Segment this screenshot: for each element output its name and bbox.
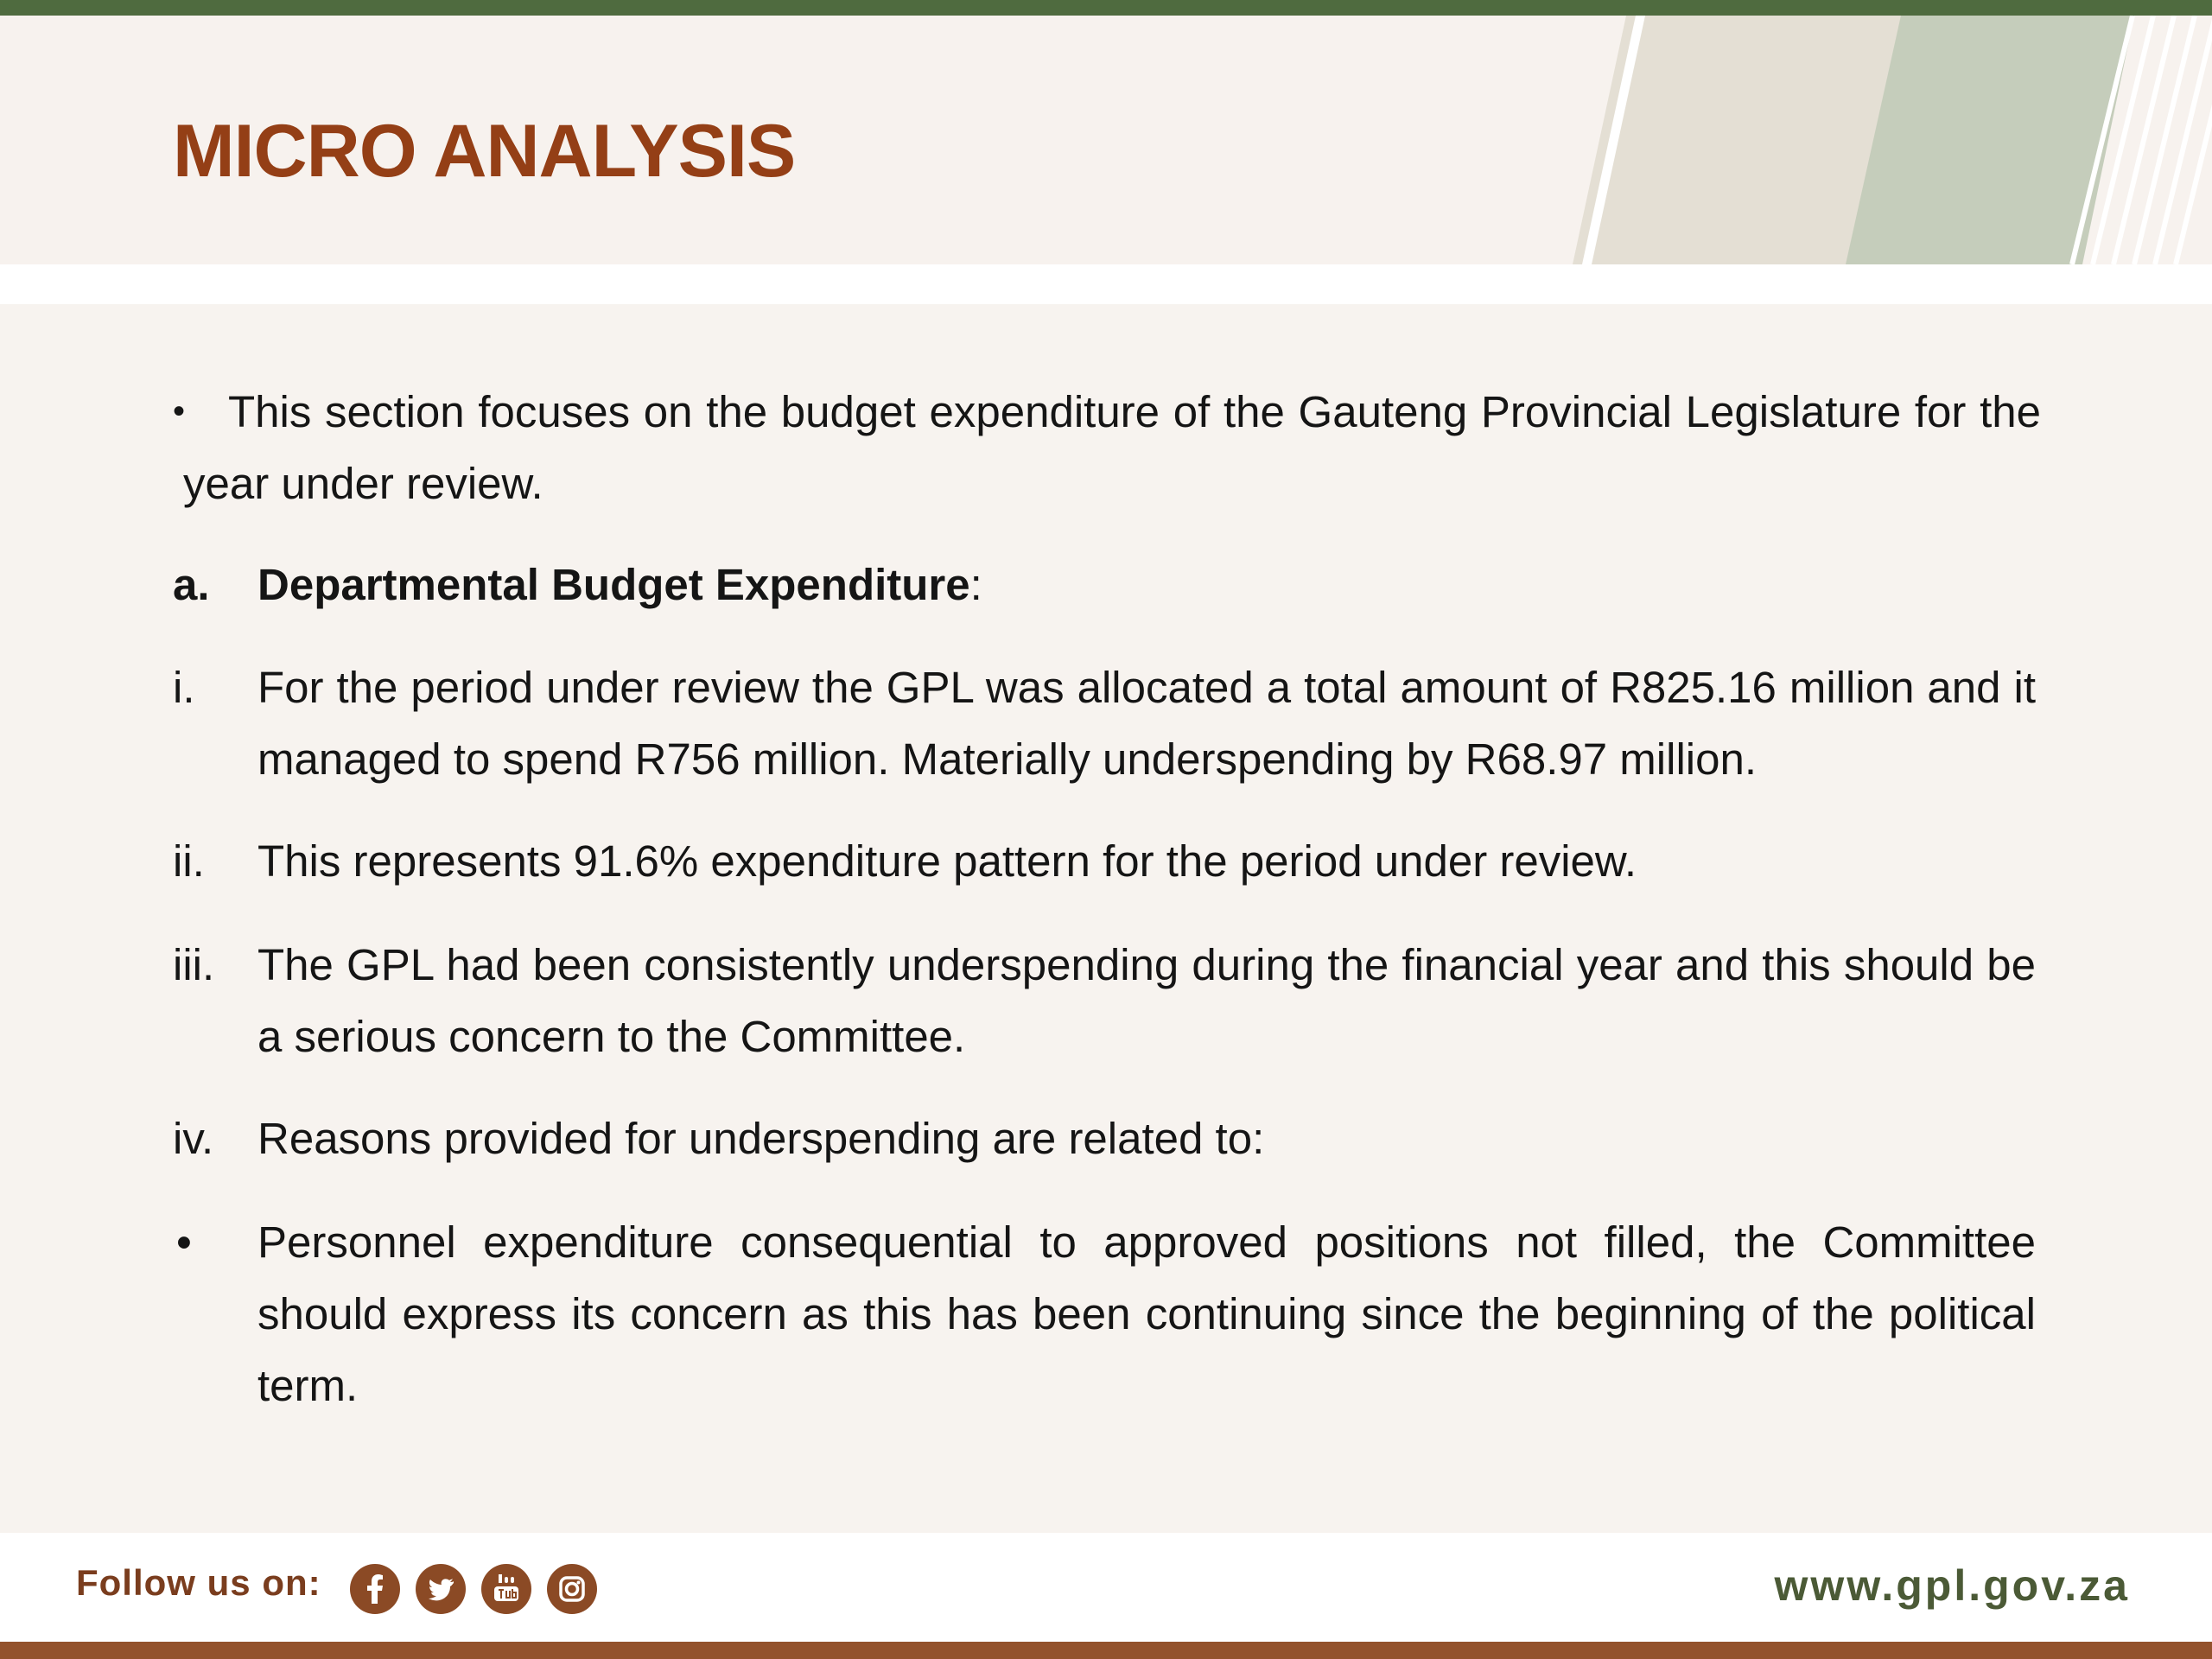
section-heading xyxy=(257,549,982,620)
slide-title: MICRO ANALYSIS xyxy=(173,110,796,193)
slide-header xyxy=(0,16,2212,264)
list-item-marker: iv. xyxy=(173,1114,214,1163)
instagram-icon[interactable] xyxy=(547,1564,597,1614)
list-item-text: Reasons provided for underspending are related to: xyxy=(257,1114,1265,1163)
intro-bullet: • xyxy=(173,392,186,430)
bottom-accent-bar xyxy=(0,1642,2212,1659)
top-accent-bar xyxy=(0,0,2212,16)
section-heading-colon: : xyxy=(969,560,982,609)
youtube-icon[interactable] xyxy=(481,1564,531,1614)
list-item-text: Personnel expenditure consequential to approved positions not filled, the Committee should express its concern as this has been continuing since the beginning of the political term. xyxy=(257,1217,2036,1410)
facebook-icon[interactable] xyxy=(350,1564,400,1614)
list-item-text: This represents 91.6% expenditure pattern for the period under review. xyxy=(257,836,1637,886)
list-item-marker: i. xyxy=(173,663,195,712)
list-item-text: The GPL had been consistently underspending during the financial year and this should be a serious concern to the Committee. xyxy=(257,940,2036,1061)
list-item-marker: ii. xyxy=(173,836,205,886)
header-separator xyxy=(0,264,2212,304)
section-heading-text: Departmental Budget Expenditure xyxy=(257,560,970,609)
twitter-icon[interactable] xyxy=(416,1564,466,1614)
follow-us-label: Follow us on: xyxy=(76,1562,321,1603)
section-heading-marker: a. xyxy=(173,560,210,609)
list-item-marker: iii. xyxy=(173,940,215,989)
website-url[interactable]: www.gpl.gov.za xyxy=(1774,1561,2130,1610)
list-item-text: For the period under review the GPL was allocated a total amount of R825.16 million and it managed to spend R756 million. Materially underspending by R68.97 million. xyxy=(257,663,2036,784)
list-item-bullet: • xyxy=(176,1217,192,1267)
intro-paragraph: This section focuses on the budget expenditure of the Gauteng Provincial Legislature for the year under review. xyxy=(183,387,2041,508)
